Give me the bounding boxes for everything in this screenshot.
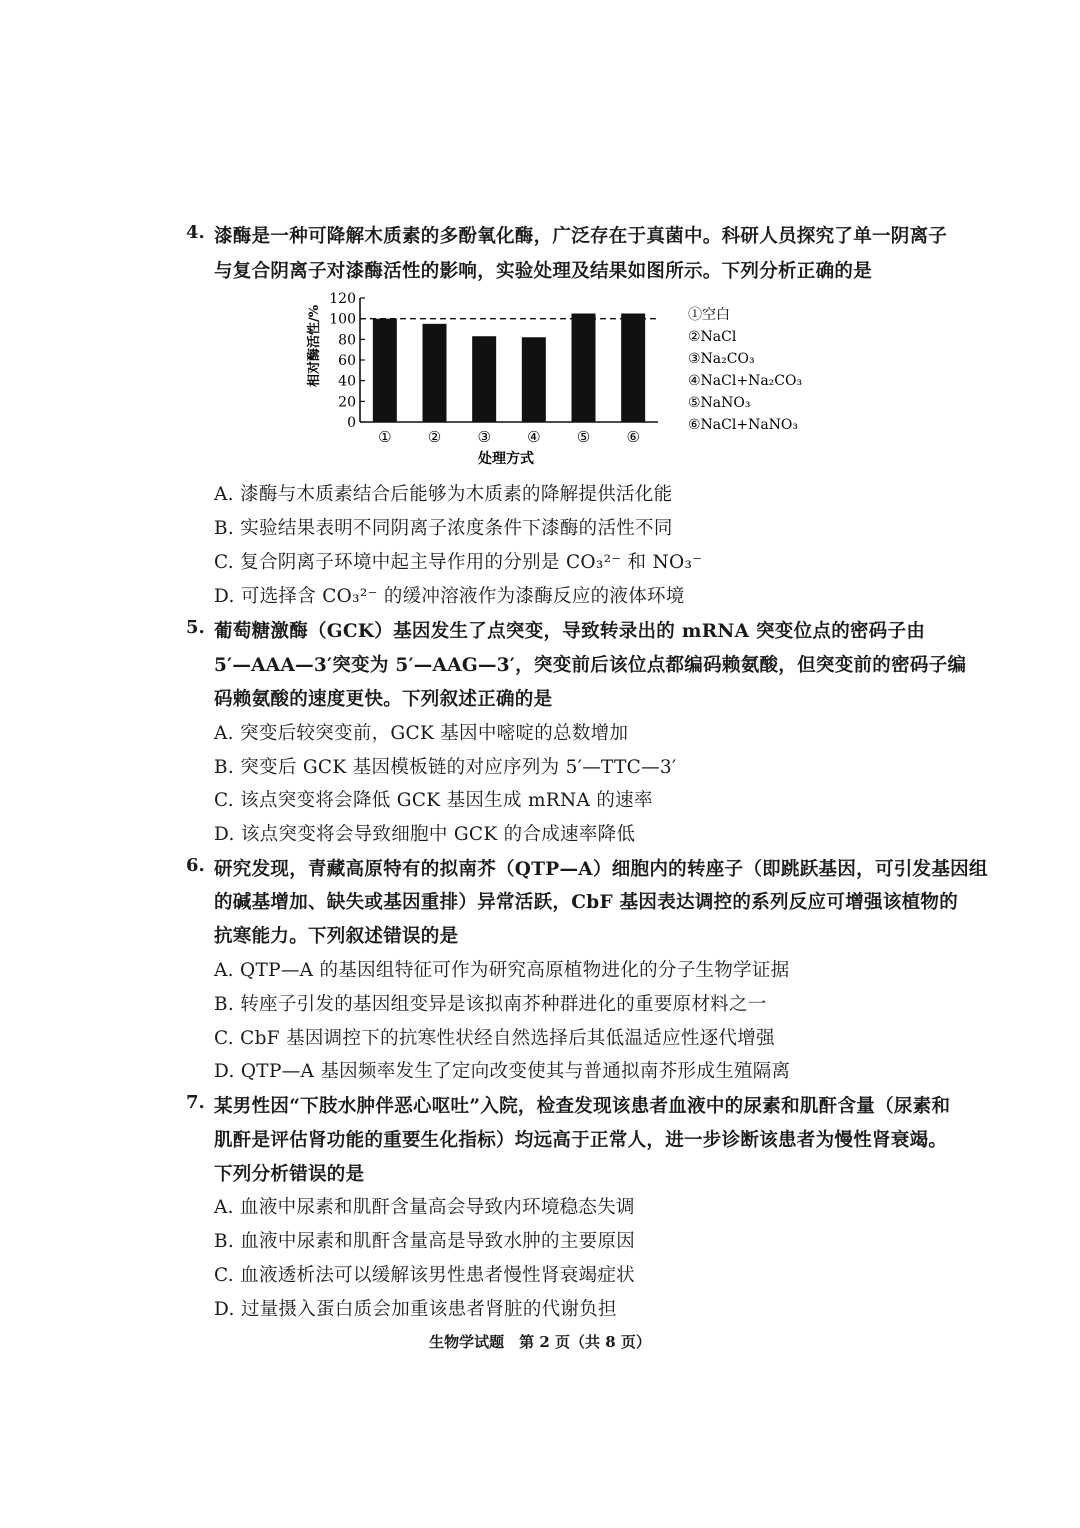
question-5-stem-line-2: 5′—AAA—3′突变为 5′—AAG—3′，突变前后该位点都编码赖氨酸，但突变前的密码子编 <box>214 655 967 676</box>
question-6-option-a: A. QTP—A 的基因组特征可作为研究高原植物进化的分子生物学证据 <box>214 960 790 981</box>
question-5-option-c: C. 该点突变将会降低 GCK 基因生成 mRNA 的速率 <box>214 790 653 811</box>
legend-entry: ①空白 <box>688 307 730 323</box>
question-5-option-d: D. 该点突变将会导致细胞中 GCK 的合成速率降低 <box>214 824 636 845</box>
bar-4 <box>522 337 546 422</box>
y-tick-label: 120 <box>329 291 356 307</box>
bar-chart-svg <box>300 286 820 476</box>
question-7-number: 7. <box>186 1092 205 1113</box>
y-tick-label: 60 <box>338 353 356 369</box>
question-4-option-a: A. 漆酶与木质素结合后能够为木质素的降解提供活化能 <box>214 484 673 505</box>
bar-5 <box>572 314 596 423</box>
page-footer: 生物学试题 第 2 页（共 8 页） <box>429 1333 651 1351</box>
enzyme-activity-chart <box>300 286 820 476</box>
x-tick-label: ④ <box>527 428 541 446</box>
y-tick-label: 20 <box>338 394 356 411</box>
question-7-stem-line-3: 下列分析错误的是 <box>214 1164 365 1185</box>
legend-entry: ④NaCl+Na₂CO₃ <box>688 373 803 389</box>
question-4-option-d: D. 可选择含 CO₃²⁻ 的缓冲溶液作为漆酶反应的液体环境 <box>214 586 685 607</box>
question-5-option-a: A. 突变后较突变前，GCK 基因中嘧啶的总数增加 <box>214 723 629 744</box>
question-5-option-b: B. 突变后 GCK 基因模板链的对应序列为 5′—TTC—3′ <box>214 757 677 778</box>
bar-3 <box>472 336 496 422</box>
x-tick-label: ⑤ <box>576 428 591 446</box>
question-6-number: 6. <box>186 855 205 876</box>
question-7-stem-line-1: 某男性因“下肢水肿伴恶心呕吐”入院，检查发现该患者血液中的尿素和肌酐含量（尿素和 <box>214 1096 951 1117</box>
question-7-option-d: D. 过量摄入蛋白质会加重该患者肾脏的代谢负担 <box>214 1299 617 1320</box>
question-4-stem-line-2: 与复合阴离子对漆酶活性的影响，实验处理及结果如图所示。下列分析正确的是 <box>214 261 873 282</box>
question-7-stem-line-2: 肌酐是评估肾功能的重要生化指标）均远高于正常人，进一步诊断该患者为慢性肾衰竭。 <box>214 1130 948 1151</box>
question-6-option-c: C. CbF 基因调控下的抗寒性状经自然选择后其低温适应性逐代增强 <box>214 1028 775 1049</box>
question-4-option-c: C. 复合阴离子环境中起主导作用的分别是 CO₃²⁻ 和 NO₃⁻ <box>214 552 703 573</box>
bar-6 <box>621 314 645 423</box>
y-tick-label: 40 <box>338 373 356 390</box>
legend-entry: ⑥NaCl+NaNO₃ <box>688 417 799 433</box>
y-tick-label: 0 <box>347 415 356 431</box>
x-axis-label: 处理方式 <box>478 451 534 467</box>
bar-1 <box>373 319 397 422</box>
question-4-stem-line-1: 漆酶是一种可降解木质素的多酚氧化酶，广泛存在于真菌中。科研人员探究了单一阴离子 <box>214 226 948 247</box>
x-tick-label: ① <box>378 428 392 446</box>
y-tick-label: 100 <box>329 311 356 328</box>
legend-entry: ③Na₂CO₃ <box>688 351 755 367</box>
legend-entry: ②NaCl <box>688 329 737 345</box>
y-axis-label: 相对酶活性/% <box>307 304 322 388</box>
y-tick-label: 80 <box>338 332 356 349</box>
question-7-option-c: C. 血液透析法可以缓解该男性患者慢性肾衰竭症状 <box>214 1265 635 1286</box>
question-4-number: 4. <box>186 222 205 243</box>
question-6-stem-line-2: 的碱基增加、缺失或基因重排）异常活跃，CbF 基因表达调控的系列反应可增强该植物的 <box>214 892 959 913</box>
x-tick-label: ⑥ <box>626 428 640 446</box>
question-6-option-b: B. 转座子引发的基因组变异是该拟南芥种群进化的重要原材料之一 <box>214 994 767 1015</box>
question-6-stem-line-1: 研究发现，青藏高原特有的拟南芥（QTP—A）细胞内的转座子（即跳跃基因，可引发基因组 <box>214 859 988 880</box>
question-5-stem-line-3: 码赖氨酸的速度更快。下列叙述正确的是 <box>214 689 553 710</box>
question-7-option-b: B. 血液中尿素和肌酐含量高是导致水肿的主要原因 <box>214 1231 636 1252</box>
question-6-option-d: D. QTP—A 基因频率发生了定向改变使其与普通拟南芥形成生殖隔离 <box>214 1061 791 1082</box>
question-6-stem-line-3: 抗寒能力。下列叙述错误的是 <box>214 926 459 947</box>
x-tick-label: ③ <box>477 428 491 446</box>
question-4-option-b: B. 实验结果表明不同阴离子浓度条件下漆酶的活性不同 <box>214 518 673 539</box>
x-tick-label: ② <box>427 428 442 446</box>
question-5-stem-line-1: 葡萄糖激酶（GCK）基因发生了点突变，导致转录出的 mRNA 突变位点的密码子由 <box>214 621 926 642</box>
question-5-number: 5. <box>186 617 205 638</box>
legend-entry: ⑤NaNO₃ <box>688 395 751 411</box>
bar-2 <box>423 324 447 422</box>
question-7-option-a: A. 血液中尿素和肌酐含量高会导致内环境稳态失调 <box>214 1197 635 1218</box>
